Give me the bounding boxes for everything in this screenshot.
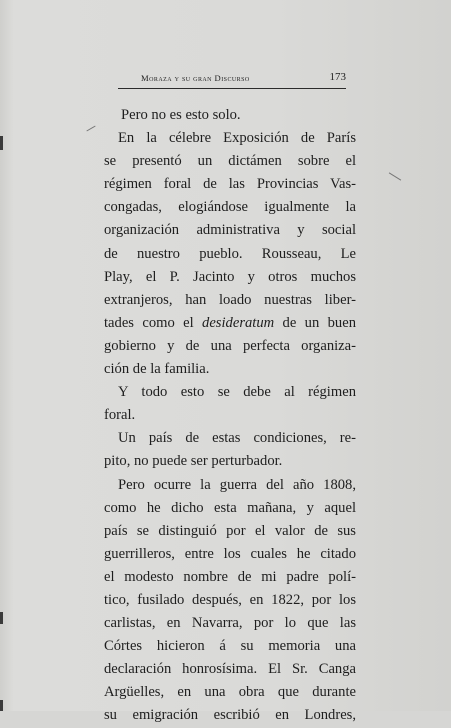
text-line: En la célebre Exposición de París bbox=[118, 130, 356, 147]
text-line: tades como el desideratum de un buen bbox=[104, 314, 356, 331]
text-line: foral. bbox=[104, 407, 136, 424]
text-line: carlistas, en Navarra, por lo que las bbox=[104, 615, 356, 632]
text-line: congadas, elogiándose igualmente la bbox=[104, 199, 356, 216]
text-line: Play, el P. Jacinto y otros muchos bbox=[104, 268, 356, 285]
text-line: el modesto nombre de mi padre polí- bbox=[104, 568, 356, 585]
text-line: guerrilleros, entre los cuales he citado bbox=[104, 545, 356, 562]
text-line: declaración honrosísima. El Sr. Canga bbox=[104, 661, 356, 678]
page-edge-mark bbox=[0, 700, 3, 711]
italic-term: desideratum bbox=[202, 314, 275, 331]
text-line: Argüelles, en una obra que durante bbox=[104, 684, 356, 701]
text-line: país se distinguió por el valor de sus bbox=[104, 522, 356, 539]
text-line: extranjeros, han loado nuestras liber- bbox=[104, 291, 356, 308]
text-line: gobierno y de una perfecta organiza- bbox=[104, 337, 356, 354]
text-line: como he dicho esta mañana, y aquel bbox=[104, 499, 356, 516]
text-line: ción de la familia. bbox=[104, 361, 210, 378]
text-line: pito, no puede ser perturbador. bbox=[104, 453, 283, 470]
header-rule bbox=[118, 88, 346, 89]
running-title: Moraza y su gran Discurso bbox=[141, 73, 250, 83]
page-edge-mark bbox=[0, 136, 3, 150]
page-number: 173 bbox=[329, 71, 346, 83]
text-line: régimen foral de las Provincias Vas- bbox=[104, 176, 356, 193]
text-line: Un país de estas condiciones, re- bbox=[118, 430, 356, 447]
text-line: Pero ocurre la guerra del año 1808, bbox=[118, 476, 356, 493]
text-line: Córtes hicieron á su memoria una bbox=[104, 638, 356, 655]
body-text bbox=[104, 104, 356, 728]
text-line: Pero no es esto solo. bbox=[121, 107, 241, 123]
text-line: organización administrativa y social bbox=[104, 222, 356, 239]
paper-scratch bbox=[389, 172, 401, 180]
page-header bbox=[118, 71, 346, 87]
text-line: de nuestro pueblo. Rousseau, Le bbox=[104, 245, 356, 262]
text-line: tico, fusilado después, en 1822, por los bbox=[104, 591, 356, 608]
paper-scratch bbox=[86, 126, 95, 132]
text-line: se presentó un dictámen sobre el bbox=[104, 153, 356, 170]
text-line: Y todo esto se debe al régimen bbox=[118, 384, 356, 401]
text-line: su emigración escribió en Londres, bbox=[104, 707, 356, 724]
page-edge-mark bbox=[0, 612, 3, 624]
